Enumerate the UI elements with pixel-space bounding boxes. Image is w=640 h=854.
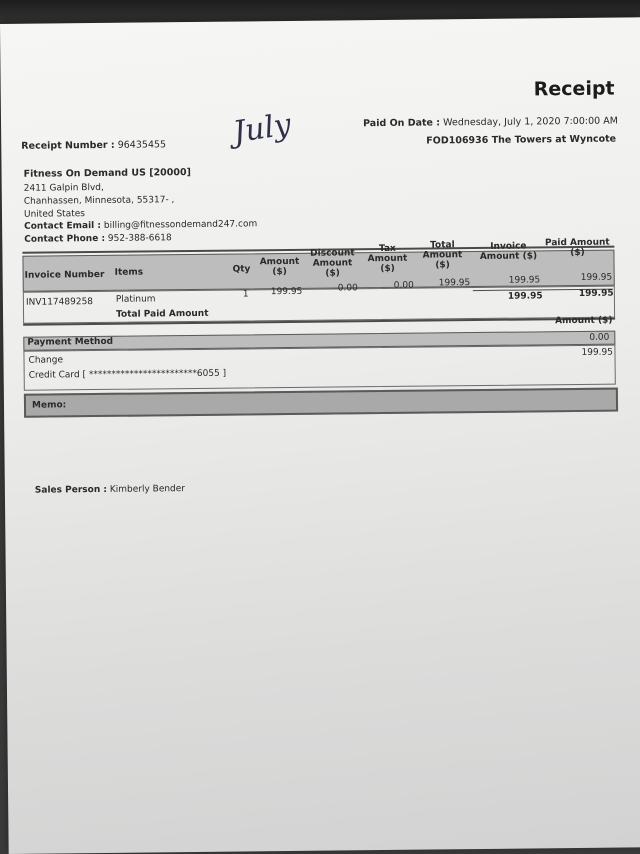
header-tax [365,244,409,274]
row-qty: 1 [242,289,249,300]
company-name: Fitness On Demand US [20000] [23,167,191,180]
contact-email-value: billing@fitnessondemand247.com [103,219,258,231]
contact-phone-label: Contact Phone : [24,233,106,245]
receipt-title: Receipt [533,77,615,101]
payment-change-amount: 0.00 [589,332,610,343]
paid-on-label: Paid On Date : [363,117,441,130]
handwritten-signature: July [230,107,294,151]
company-address-1: 2411 Galpin Blvd, [23,182,104,194]
receipt-number-label: Receipt Number : [21,139,115,152]
total-paid-label: Total Paid Amount [115,308,209,320]
row-tax: 0.00 [393,280,414,291]
header-discount-line3: ($) [325,268,340,279]
header-amount-line1: Amount [259,256,300,268]
payment-rows-box [23,345,615,391]
contact-phone-value: 952-388-6618 [107,233,172,244]
row-item: Platinum [115,294,156,305]
header-amount [257,257,301,277]
header-invoice-amount-line1: Invoice [490,241,527,252]
paid-on-line [363,116,618,130]
header-paid-amount [543,238,611,259]
header-invoice-amount [476,241,540,262]
company-country: United States [23,209,86,220]
row-invoice-number: INV117489258 [25,297,94,308]
sales-person-value: Kimberly Bender [109,484,186,495]
payment-amount-header: Amount ($) [555,315,613,327]
location-line: FOD106936 The Towers at Wyncote [426,133,617,147]
payment-method-label: Payment Method [27,336,114,348]
row-discount: 0.00 [337,283,358,294]
company-address-2: Chanhassen, Minnesota, 55317- , [23,195,175,207]
sales-person-label: Sales Person : [34,484,107,496]
memo-bar [24,388,618,418]
receipt-number-value: 96435455 [117,139,167,151]
row-amount: 199.95 [270,286,303,298]
payment-credit-card-label: Credit Card [ ************************6055 ] [28,368,227,381]
header-paid-amount-line1: Paid Amount [544,237,610,249]
header-items: Items [114,267,144,278]
total-paid-amount: 199.95 [578,288,614,299]
contact-email-line [24,219,257,231]
header-invoice-amount-line2: Amount ($) [479,251,538,262]
receipt-number-line [21,139,166,152]
header-tax-line3: ($) [380,263,395,275]
header-discount [307,248,357,279]
header-tax-line1: Tax [378,243,396,255]
header-total-line1: Total [429,240,455,251]
memo-label: Memo: [31,400,67,411]
header-paid-amount-line2: ($) [570,247,585,259]
header-tax-line2: Amount [367,253,408,265]
row-paid-amount: 199.95 [580,272,613,283]
sales-person-line [35,484,185,496]
header-total [419,240,465,270]
header-discount-line1: Discount [310,248,355,259]
row-total: 199.95 [438,278,471,289]
row-invoice-amount: 199.95 [508,275,541,286]
receipt-paper [0,17,640,854]
paid-on-value: Wednesday, July 1, 2020 7:00:00 AM [443,115,618,129]
contact-phone-line [24,233,172,245]
header-invoice-number: Invoice Number [24,269,105,281]
header-total-line2: Amount [422,250,463,261]
total-invoice-amount: 199.95 [507,291,543,302]
header-qty: Qty [232,264,251,275]
payment-credit-card-amount: 199.95 [581,347,614,358]
header-amount-line2: ($) [272,267,287,278]
header-discount-line2: Amount [312,258,353,269]
payment-change-label: Change [28,355,64,366]
header-total-line3: ($) [435,260,450,271]
contact-email-label: Contact Email : [24,220,102,232]
